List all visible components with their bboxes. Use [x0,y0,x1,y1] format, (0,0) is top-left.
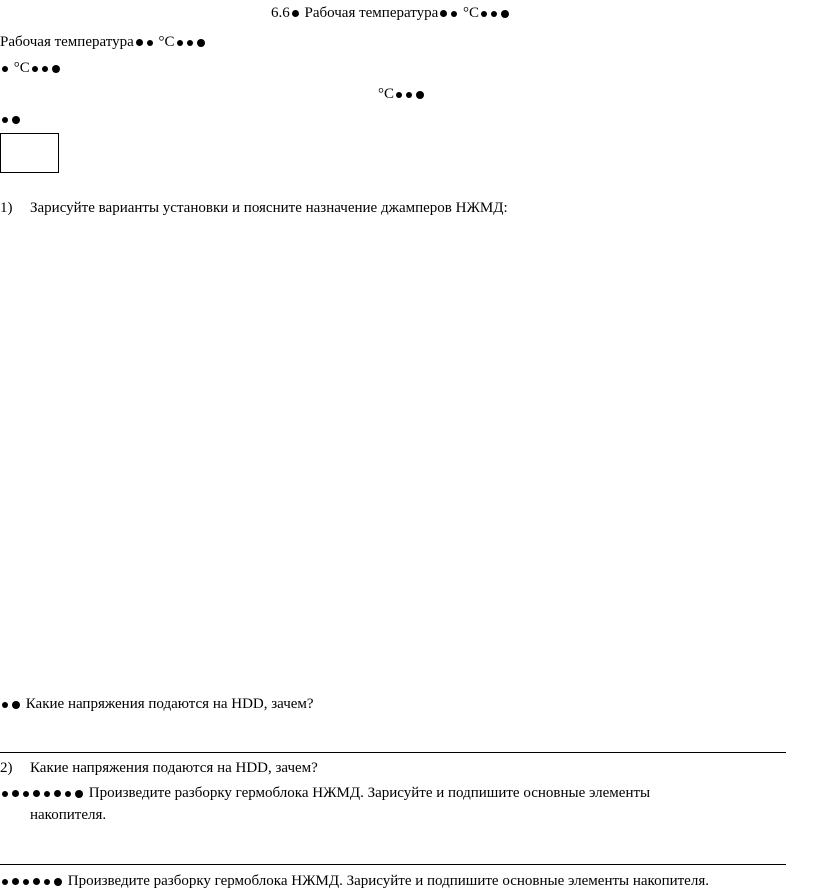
question-text: накопителя. [30,807,107,823]
bullet-icon [481,11,487,17]
bullet-icon [440,10,447,17]
bullet-icon [2,791,8,797]
question-text: Какие напряжения подаются на HDD, зачем? [30,760,318,776]
temperature-line [0,33,207,51]
question-number: 1) [0,200,13,216]
divider [0,752,786,753]
question-text: Произведите разборку гермоблока НЖМД. Зарисуйте и подпишите основные элементы накопителя. [67,873,709,889]
unit-celsius: °C [158,34,175,50]
bullet-icon [177,40,183,46]
bullet-icon [491,11,497,17]
section-number: 6.6 [271,5,290,21]
divider [0,864,786,865]
bullet-icon [33,790,40,797]
bullet-icon [42,66,48,72]
bullet-icon [54,790,61,797]
bullet-icon [2,117,8,123]
bullet-icon [33,878,40,885]
bullet-icon [75,790,83,798]
bullet-icon [44,791,50,797]
unit-celsius: °C [463,5,480,21]
section-title-text: Рабочая температура [304,5,439,21]
bullet-icon [2,66,8,72]
bullet-icon [396,92,402,98]
bullet-icon [65,791,71,797]
bullet-icon [54,878,62,886]
question-4 [0,872,709,890]
question-3-continued [30,806,106,824]
unit-celsius: °C [378,86,395,102]
bullet-icon [23,791,29,797]
question-3 [0,784,650,802]
bullet-icon [52,65,60,73]
bullet-icon [147,40,153,46]
bullet-icon [32,66,38,72]
bullet-icon [406,92,412,98]
bullet-icon [44,879,50,885]
question-text: Произведите разборку гермоблока НЖМД. Зарисуйте и подпишите основные элементы [88,785,651,801]
bullet-row [0,110,22,128]
question-2 [0,759,318,777]
section-title [271,4,511,22]
bullet-icon [136,39,143,46]
question-1 [0,199,508,217]
bullet-icon [23,879,29,885]
temperature-line [378,85,426,103]
temperature-label: Рабочая температура [0,34,134,50]
bullet-icon [292,10,299,17]
bullet-icon [451,11,457,17]
bullet-icon [501,10,509,18]
temperature-line [0,59,62,77]
question-text: Какие напряжения подаются на HDD, зачем? [25,696,314,712]
bullet-icon [12,116,20,124]
bullet-icon [197,39,205,47]
unit-celsius: °C [13,60,30,76]
bullet-icon [187,40,193,46]
question-text: Зарисуйте варианты установки и поясните назначение джамперов НЖМД: [30,200,508,216]
bullet-icon [2,702,8,708]
question-number: 2) [0,760,13,776]
bullet-icon [12,878,19,885]
question-voltage-bullet [0,695,314,713]
bullet-icon [2,879,8,885]
bullet-icon [12,701,20,709]
bullet-icon [416,91,424,99]
answer-box[interactable] [0,133,59,173]
bullet-icon [12,790,19,797]
